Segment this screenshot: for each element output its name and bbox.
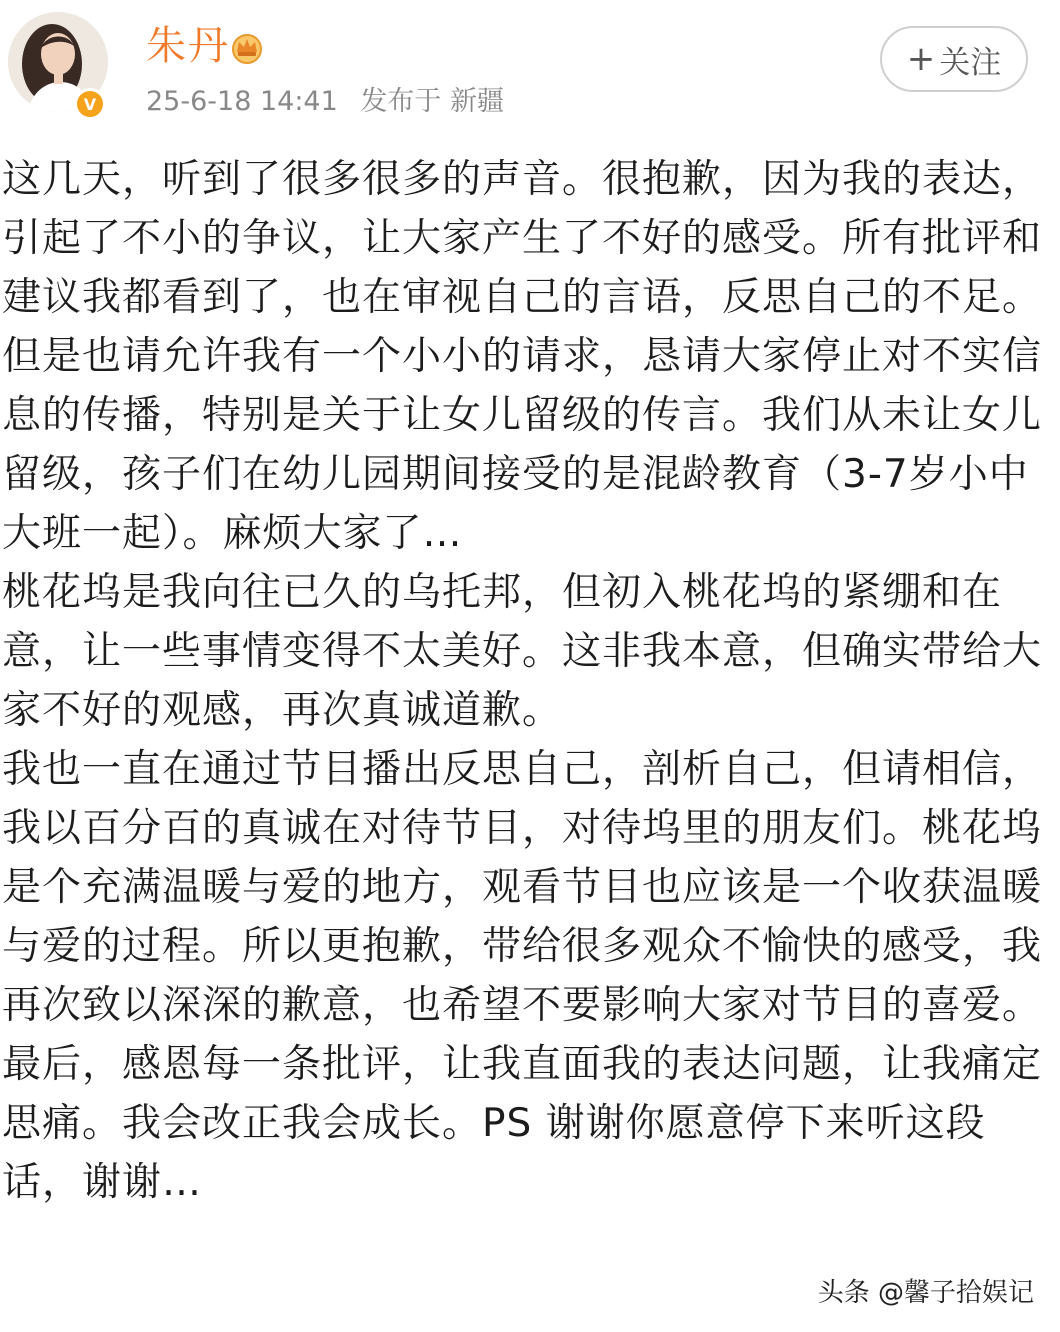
post-paragraph: 但是也请允许我有一个小小的请求，恳请大家停止对不实信息的传播，特别是关于让女儿留级的传言。我们从未让女儿留级，孩子们在幼儿园期间接受的是混龄教育（3-7岁小中大班一起）。麻烦大家了… [2, 334, 1043, 556]
post-paragraph: 这几天，听到了很多很多的声音。很抱歉，因为我的表达，引起了不小的争议，让大家产生了不好的感受。所有批评和建议我都看到了，也在审视自己的言语，反思自己的不足。 [2, 157, 1043, 320]
crown-icon[interactable] [228, 30, 266, 64]
post-paragraph: 桃花坞是我向往已久的乌托邦，但初入桃花坞的紧绷和在意，让一些事情变得不太美好。这非我本意，但确实带给大家不好的观感，再次真诚道歉。 [2, 570, 1043, 733]
follow-label: 关注 [939, 44, 1002, 81]
svg-text:V: V [83, 95, 97, 114]
plus-icon: + [906, 39, 936, 79]
post-source: 发布于 新疆 [360, 86, 504, 117]
source-watermark: 头条 @馨子拾娱记 [817, 1278, 1034, 1308]
follow-button[interactable] [880, 26, 1028, 92]
post-paragraph: 最后，感恩每一条批评，让我直面我的表达问题，让我痛定思痛。我会改正我会成长。PS 谢谢你愿意停下来听这段话，谢谢… [2, 1042, 1043, 1205]
post-meta [146, 84, 518, 120]
author-name[interactable]: 朱丹 [146, 23, 230, 69]
post-content [2, 150, 1042, 1212]
verified-badge-icon [74, 88, 106, 120]
post-timestamp: 25-6-18 14:41 [146, 86, 338, 117]
post-header [0, 0, 1060, 140]
post-paragraph: 我也一直在通过节目播出反思自己，剖析自己，但请相信，我以百分百的真诚在对待节目，对待坞里的朋友们。桃花坞是个充满温暖与爱的地方，观看节目也应该是一个收获温暖与爱的过程。所以更抱歉，带给很多观众不愉快的感受，我再次致以深深的歉意，也希望不要影响大家对节目的喜爱。 [2, 747, 1043, 1028]
